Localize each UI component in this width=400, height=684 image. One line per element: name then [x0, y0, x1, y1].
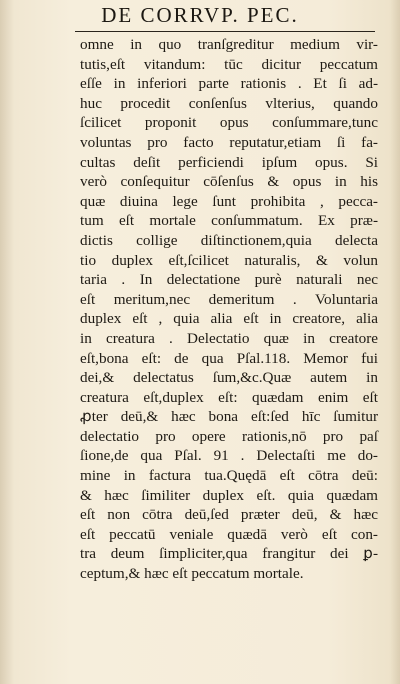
text-line: in creatura . Delectatio quæ in creatore: [80, 329, 378, 347]
text-line: cultas deſit perficiendi ipſum opus. Si: [80, 153, 378, 171]
text-line: creatura eſt,duplex eſt: quædam enim eſt: [80, 388, 378, 406]
left-page-shadow: [0, 0, 14, 684]
text-line: tutis,eſt vitandum: tūc dicitur peccatum: [80, 55, 378, 73]
header-rule: [75, 31, 375, 32]
text-line: voluntas pro facto reputatur,etiam ſi fa-: [80, 133, 378, 151]
text-line: huc procedit conſenſus vlterius, quando: [80, 94, 378, 112]
body-text: [80, 35, 378, 584]
text-line: ſcilicet proponit opus conſummare,tunc: [80, 114, 378, 132]
text-line: ſione,de qua Pſal. 91 . Delectaſti me do-: [80, 447, 378, 465]
text-line: eſt peccatū veniale quædā verò eſt con-: [80, 525, 378, 543]
text-line: tio duplex eſt,ſcilicet naturalis, & volun: [80, 251, 378, 269]
text-line: ꝓter deū,& hæc bona eſt:ſed hīc ſumitur: [80, 408, 378, 426]
text-line: eſt,bona eſt: de qua Pſal.118. Memor fui: [80, 349, 378, 367]
text-line: dei,& delectatus ſum,&c.Quæ autem in: [80, 369, 378, 387]
text-line: duplex eſt , quia alia eſt in creatore, alia: [80, 310, 378, 328]
text-line: & hæc ſimiliter duplex eſt. quia quædam: [80, 486, 378, 504]
text-line: quæ diuina lege ſunt prohibita , pecca-: [80, 192, 378, 210]
text-line: taria . In delectatione purè naturali nec: [80, 271, 378, 289]
text-line: eſt meritum,nec demeritum . Voluntaria: [80, 290, 378, 308]
text-line: tra deum ſimpliciter,qua frangitur dei ꝑ-: [80, 545, 378, 563]
right-page-shadow: [390, 0, 400, 684]
text-line: eſt non cōtra deū,ſed præter deū, & hæc: [80, 506, 378, 524]
running-head: DE CORRVP. PEC.: [101, 3, 299, 27]
text-line: delectatio pro opere rationis,nō pro paſ: [80, 427, 378, 445]
text-line: tum eſt mortale conſummatum. Ex præ-: [80, 212, 378, 230]
text-line: mine in factura tua.Quędā eſt cōtra deū:: [80, 467, 378, 485]
text-line: eſſe in inferiori parte rationis . Et ſi ad-: [80, 75, 378, 93]
text-line: dictis collige diſtinctionem,quia delecta: [80, 231, 378, 249]
text-line: omne in quo tranſgreditur medium vir-: [80, 36, 378, 53]
text-line: ceptum,& hæc eſt peccatum mortale.: [80, 565, 304, 583]
text-line: verò conſequitur cōſenſus & opus in his: [80, 173, 378, 191]
